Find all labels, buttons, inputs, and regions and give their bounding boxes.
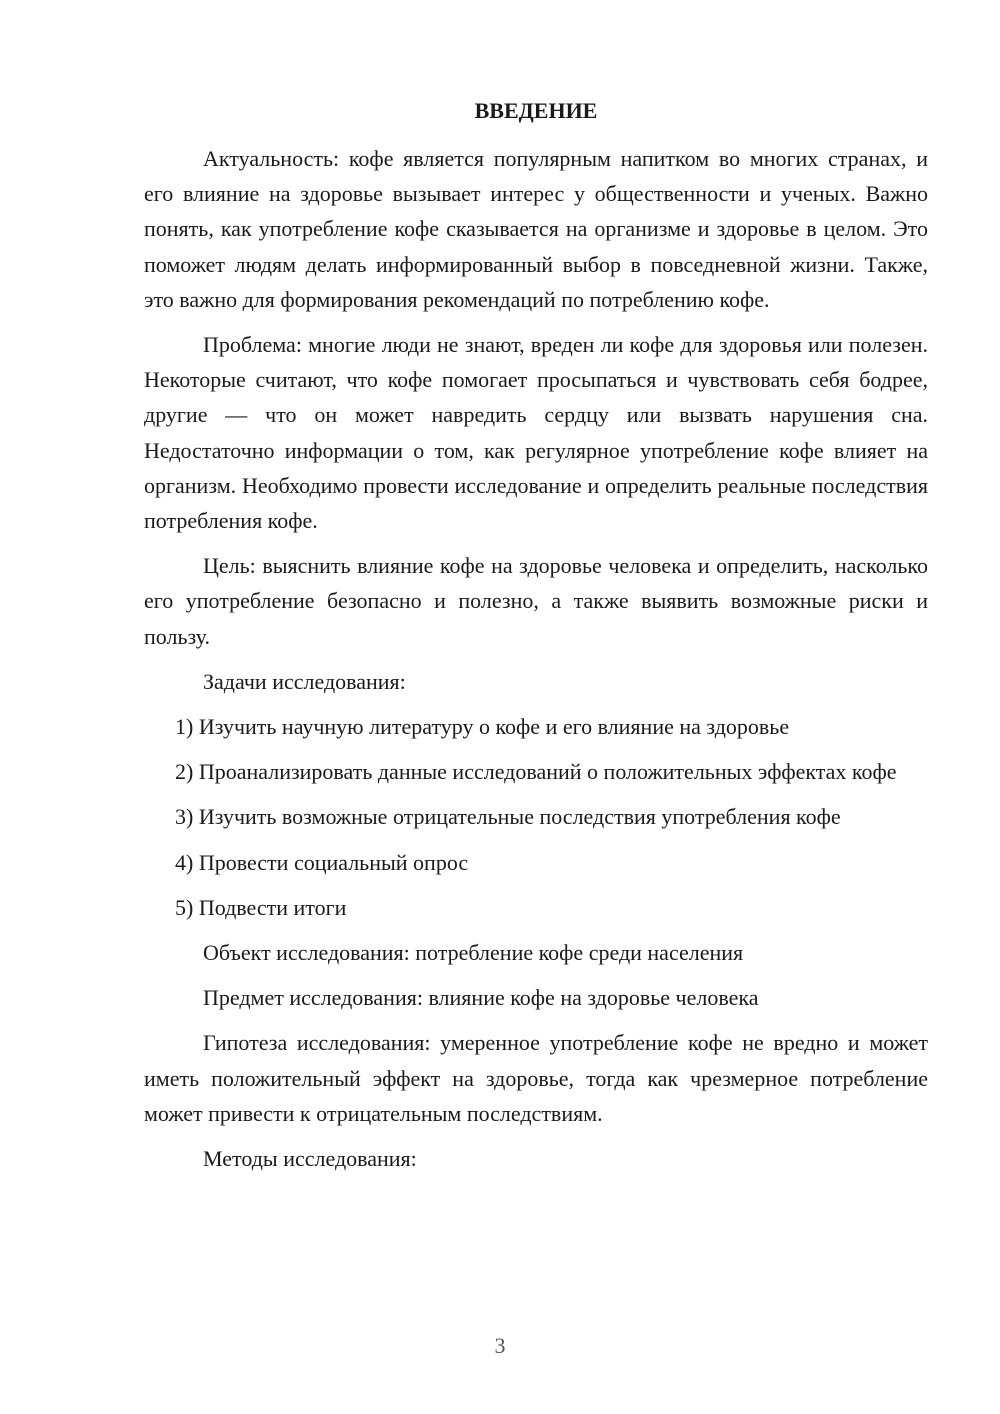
page-number: 3: [494, 1333, 506, 1358]
paragraph-hypothesis: Гипотеза исследования: умеренное употребление кофе не вредно и может иметь положительный эффект на здоровье, тогда как чрезмерное потребление может привести к отрицательным последствиям.: [144, 1030, 928, 1126]
task-item-5: 5) Подвести итоги: [175, 894, 347, 920]
paragraph-relevance: Актуальность: кофе является популярным напитком во многих странах, и его влияние на здоровье вызывает интерес у общественности и ученых. Важно понять, как употребление кофе сказывается на организме и здоровье в целом. Это поможет людям делать информированный выбор в повседневной жизни. Также, это важно для формирования рекомендаций по потреблению кофе.: [144, 146, 928, 312]
paragraph-tasks-heading: Задачи исследования:: [203, 668, 406, 694]
task-item-1: 1) Изучить научную литературу о кофе и его влияние на здоровье: [175, 714, 790, 740]
document-body: [144, 93, 928, 1186]
paragraph-object: Объект исследования: потребление кофе среди населения: [203, 940, 744, 966]
page-title: ВВЕДЕНИЕ: [474, 98, 598, 123]
task-item-3: 3) Изучить возможные отрицательные последствия употребления кофе: [175, 804, 841, 830]
paragraph-subject: Предмет исследования: влияние кофе на здоровье человека: [203, 985, 759, 1011]
task-item-2: 2) Проанализировать данные исследований о положительных эффектах кофе: [175, 759, 897, 785]
paragraph-methods: Методы исследования:: [203, 1146, 417, 1172]
paragraph-goal: Цель: выяснить влияние кофе на здоровье человека и определить, насколько его употребление безопасно и полезно, а также выявить возможные риски и пользу.: [144, 553, 928, 649]
task-item-4: 4) Провести социальный опрос: [175, 849, 469, 875]
paragraph-problem: Проблема: многие люди не знают, вреден ли кофе для здоровья или полезен. Некоторые считают, что кофе помогает просыпаться и чувствовать себя бодрее, другие — что он может навредить сердцу или вызвать нарушения сна. Недостаточно информации о том, как регулярное употребление кофе влияет на организм. Необходимо провести исследование и определить реальные последствия потребления кофе.: [144, 332, 928, 534]
